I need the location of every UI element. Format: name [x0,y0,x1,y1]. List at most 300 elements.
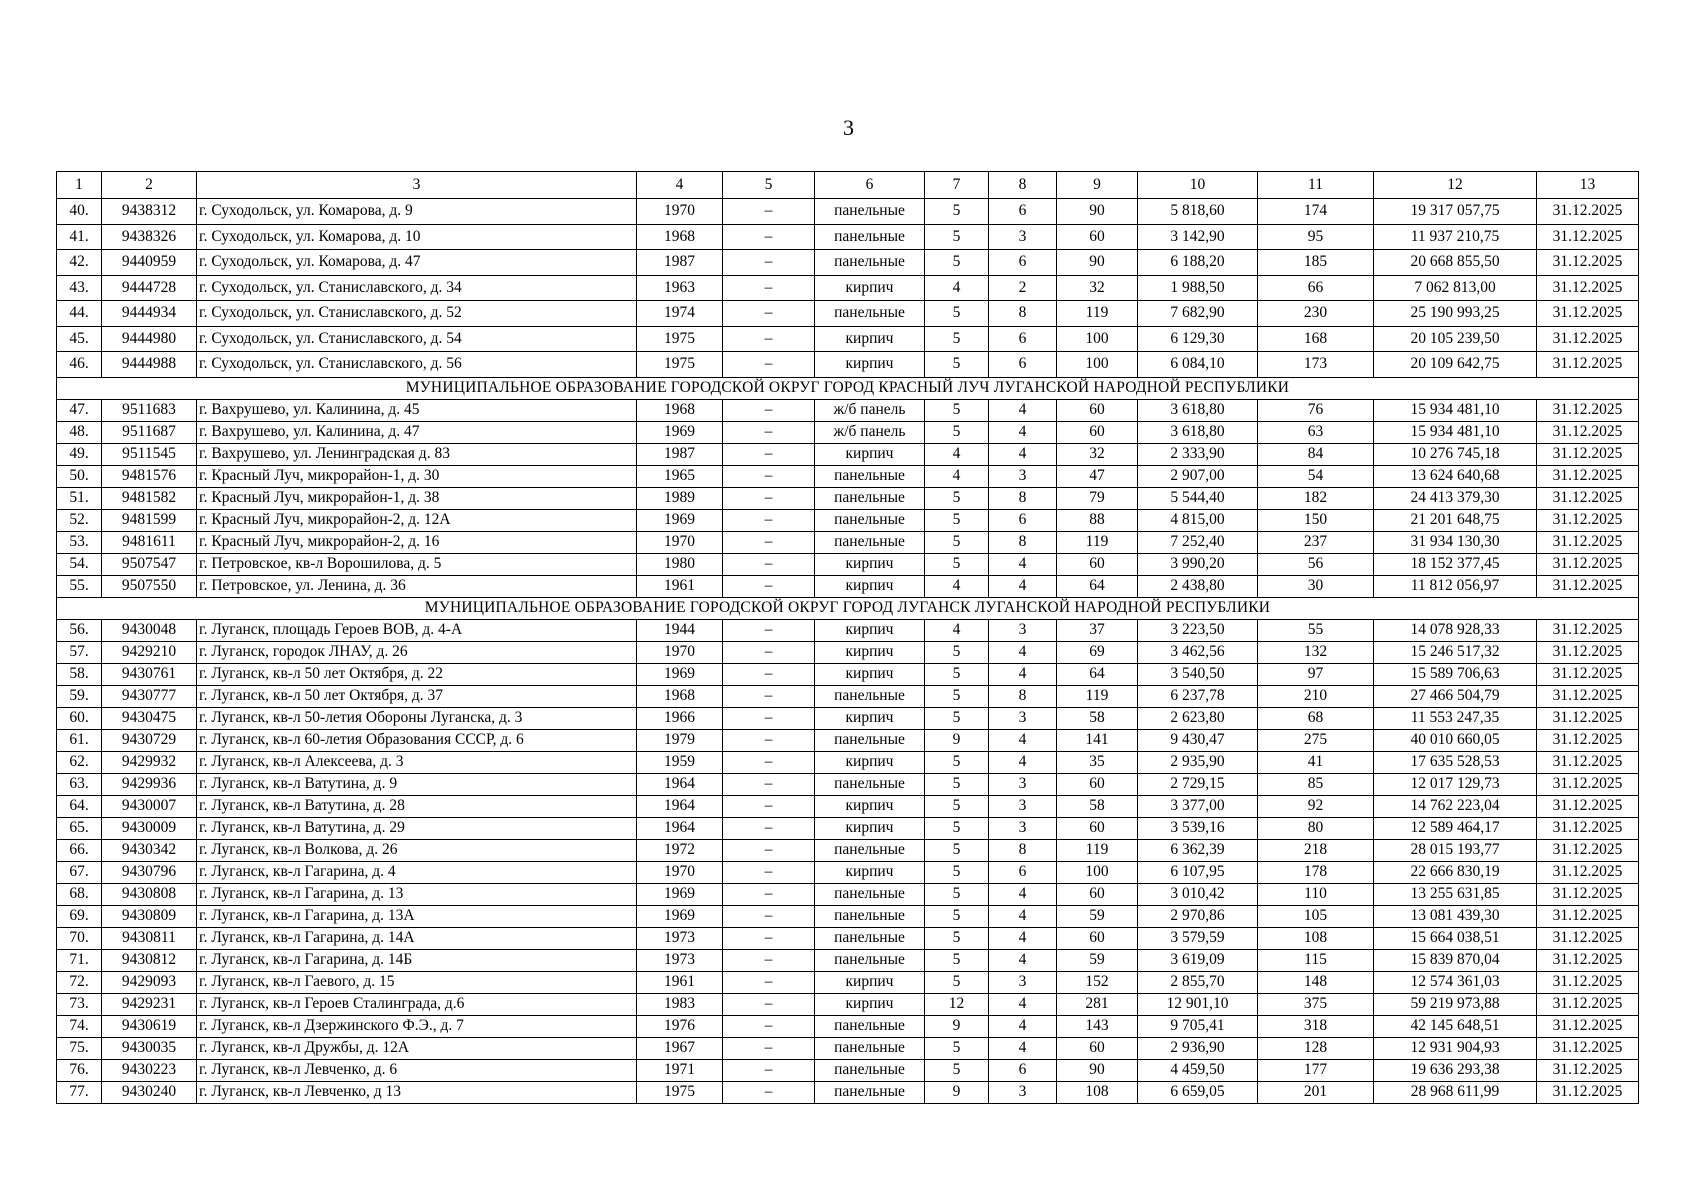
entrances-cell: 4 [989,927,1057,949]
address-cell: г. Луганск, кв-л Героев Сталинграда, д.6 [197,993,637,1015]
year-built-cell: 1971 [637,1059,723,1081]
residents-cell: 182 [1258,487,1374,509]
apartments-cell: 119 [1057,685,1138,707]
table-row [57,575,1639,597]
year-built-cell: 1961 [637,971,723,993]
cost-cell: 14 078 928,33 [1374,619,1537,641]
year-cell: – [723,663,815,685]
table-row [57,509,1639,531]
building-code-cell: 9430048 [102,619,197,641]
year-cell: – [723,575,815,597]
address-cell: г. Вахрушево, ул. Калинина, д. 45 [197,399,637,421]
year-built-cell: 1964 [637,795,723,817]
year-cell: – [723,949,815,971]
apartments-cell: 64 [1057,575,1138,597]
total-area-cell: 2 623,80 [1138,707,1258,729]
row-number-cell: 65. [57,817,102,839]
address-cell: г. Луганск, городок ЛНАУ, д. 26 [197,641,637,663]
year-built-cell: 1975 [637,1081,723,1103]
total-area-cell: 2 438,80 [1138,575,1258,597]
residents-cell: 375 [1258,993,1374,1015]
year-built-cell: 1973 [637,949,723,971]
column-header: 10 [1138,172,1258,199]
row-number-cell: 74. [57,1015,102,1037]
table-row [57,685,1639,707]
cost-cell: 15 839 870,04 [1374,949,1537,971]
wall-material-cell: кирпич [815,861,925,883]
building-code-cell: 9430009 [102,817,197,839]
year-built-cell: 1970 [637,641,723,663]
address-cell: г. Луганск, кв-л Алексеева, д. 3 [197,751,637,773]
table-row [57,531,1639,553]
year-built-cell: 1983 [637,993,723,1015]
year-cell: – [723,199,815,225]
wall-material-cell: панельные [815,509,925,531]
year-built-cell: 1987 [637,443,723,465]
row-number-cell: 53. [57,531,102,553]
apartments-cell: 141 [1057,729,1138,751]
year-built-cell: 1989 [637,487,723,509]
residents-cell: 218 [1258,839,1374,861]
address-cell: г. Луганск, кв-л Гагарина, д. 13 [197,883,637,905]
cost-cell: 17 635 528,53 [1374,751,1537,773]
deadline-cell: 31.12.2025 [1537,509,1639,531]
floors-cell: 12 [925,993,989,1015]
floors-cell: 5 [925,927,989,949]
table-row [57,707,1639,729]
address-cell: г. Луганск, кв-л 50-летия Обороны Луганска, д. 3 [197,707,637,729]
year-built-cell: 1969 [637,663,723,685]
row-number-cell: 56. [57,619,102,641]
apartments-cell: 47 [1057,465,1138,487]
entrances-cell: 4 [989,641,1057,663]
cost-cell: 13 081 439,30 [1374,905,1537,927]
total-area-cell: 2 936,90 [1138,1037,1258,1059]
deadline-cell: 31.12.2025 [1537,1059,1639,1081]
table-row [57,1081,1639,1103]
residents-cell: 30 [1258,575,1374,597]
floors-cell: 5 [925,751,989,773]
floors-cell: 5 [925,905,989,927]
total-area-cell: 3 010,42 [1138,883,1258,905]
cost-cell: 10 276 745,18 [1374,443,1537,465]
year-cell: – [723,905,815,927]
column-header: 1 [57,172,102,199]
entrances-cell: 3 [989,1081,1057,1103]
total-area-cell: 2 907,00 [1138,465,1258,487]
year-built-cell: 1967 [637,1037,723,1059]
building-code-cell: 9507547 [102,553,197,575]
total-area-cell: 3 223,50 [1138,619,1258,641]
deadline-cell: 31.12.2025 [1537,619,1639,641]
table-row [57,817,1639,839]
total-area-cell: 12 901,10 [1138,993,1258,1015]
row-number-cell: 49. [57,443,102,465]
apartments-cell: 60 [1057,927,1138,949]
cost-cell: 20 109 642,75 [1374,352,1537,378]
year-built-cell: 1975 [637,352,723,378]
year-cell: – [723,275,815,301]
total-area-cell: 2 729,15 [1138,773,1258,795]
apartments-cell: 60 [1057,553,1138,575]
cost-cell: 11 937 210,75 [1374,224,1537,250]
floors-cell: 5 [925,685,989,707]
row-number-cell: 76. [57,1059,102,1081]
row-number-cell: 62. [57,751,102,773]
residents-cell: 76 [1258,399,1374,421]
entrances-cell: 3 [989,707,1057,729]
year-cell: – [723,1037,815,1059]
entrances-cell: 6 [989,1059,1057,1081]
deadline-cell: 31.12.2025 [1537,553,1639,575]
address-cell: г. Красный Луч, микрорайон-1, д. 30 [197,465,637,487]
table-row [57,443,1639,465]
wall-material-cell: кирпич [815,641,925,663]
row-number-cell: 44. [57,301,102,327]
housing-registry-table [56,171,1639,1104]
wall-material-cell: кирпич [815,443,925,465]
apartments-cell: 69 [1057,641,1138,663]
year-built-cell: 1944 [637,619,723,641]
entrances-cell: 4 [989,443,1057,465]
row-number-cell: 52. [57,509,102,531]
cost-cell: 15 246 517,32 [1374,641,1537,663]
floors-cell: 9 [925,1015,989,1037]
entrances-cell: 4 [989,729,1057,751]
year-cell: – [723,250,815,276]
residents-cell: 150 [1258,509,1374,531]
building-code-cell: 9430035 [102,1037,197,1059]
residents-cell: 97 [1258,663,1374,685]
building-code-cell: 9438312 [102,199,197,225]
year-cell: – [723,443,815,465]
table-row [57,465,1639,487]
apartments-cell: 90 [1057,250,1138,276]
cost-cell: 21 201 648,75 [1374,509,1537,531]
floors-cell: 5 [925,399,989,421]
column-header: 12 [1374,172,1537,199]
column-header: 4 [637,172,723,199]
deadline-cell: 31.12.2025 [1537,465,1639,487]
wall-material-cell: кирпич [815,707,925,729]
entrances-cell: 8 [989,839,1057,861]
row-number-cell: 54. [57,553,102,575]
floors-cell: 5 [925,663,989,685]
address-cell: г. Суходольск, ул. Комарова, д. 10 [197,224,637,250]
year-cell: – [723,795,815,817]
apartments-cell: 60 [1057,1037,1138,1059]
deadline-cell: 31.12.2025 [1537,927,1639,949]
cost-cell: 40 010 660,05 [1374,729,1537,751]
entrances-cell: 3 [989,971,1057,993]
floors-cell: 4 [925,443,989,465]
address-cell: г. Луганск, кв-л 50 лет Октября, д. 37 [197,685,637,707]
residents-cell: 92 [1258,795,1374,817]
deadline-cell: 31.12.2025 [1537,883,1639,905]
row-number-cell: 46. [57,352,102,378]
entrances-cell: 4 [989,905,1057,927]
total-area-cell: 2 970,86 [1138,905,1258,927]
apartments-cell: 88 [1057,509,1138,531]
floors-cell: 5 [925,861,989,883]
address-cell: г. Луганск, кв-л Гагарина, д. 14А [197,927,637,949]
year-built-cell: 1961 [637,575,723,597]
table-row [57,326,1639,352]
year-built-cell: 1964 [637,817,723,839]
wall-material-cell: кирпич [815,795,925,817]
year-built-cell: 1968 [637,399,723,421]
row-number-cell: 55. [57,575,102,597]
wall-material-cell: панельные [815,1037,925,1059]
year-built-cell: 1976 [637,1015,723,1037]
year-built-cell: 1973 [637,927,723,949]
year-cell: – [723,399,815,421]
table-row [57,993,1639,1015]
year-built-cell: 1969 [637,421,723,443]
total-area-cell: 3 540,50 [1138,663,1258,685]
total-area-cell: 3 990,20 [1138,553,1258,575]
apartments-cell: 32 [1057,443,1138,465]
wall-material-cell: панельные [815,199,925,225]
table-row [57,301,1639,327]
apartments-cell: 119 [1057,839,1138,861]
wall-material-cell: кирпич [815,993,925,1015]
wall-material-cell: ж/б панель [815,421,925,443]
residents-cell: 132 [1258,641,1374,663]
row-number-cell: 70. [57,927,102,949]
floors-cell: 5 [925,949,989,971]
year-cell: – [723,509,815,531]
year-cell: – [723,1015,815,1037]
year-cell: – [723,1059,815,1081]
total-area-cell: 9 430,47 [1138,729,1258,751]
table-row [57,795,1639,817]
residents-cell: 185 [1258,250,1374,276]
page-number: 3 [843,115,854,140]
address-cell: г. Луганск, кв-л Левченко, д. 6 [197,1059,637,1081]
row-number-cell: 58. [57,663,102,685]
entrances-cell: 8 [989,487,1057,509]
total-area-cell: 3 619,09 [1138,949,1258,971]
apartments-cell: 58 [1057,707,1138,729]
deadline-cell: 31.12.2025 [1537,993,1639,1015]
year-built-cell: 1966 [637,707,723,729]
residents-cell: 55 [1258,619,1374,641]
year-cell: – [723,861,815,883]
address-cell: г. Красный Луч, микрорайон-1, д. 38 [197,487,637,509]
year-cell: – [723,465,815,487]
floors-cell: 5 [925,326,989,352]
cost-cell: 15 589 706,63 [1374,663,1537,685]
building-code-cell: 9444980 [102,326,197,352]
residents-cell: 85 [1258,773,1374,795]
row-number-cell: 40. [57,199,102,225]
cost-cell: 19 317 057,75 [1374,199,1537,225]
total-area-cell: 2 935,90 [1138,751,1258,773]
cost-cell: 42 145 648,51 [1374,1015,1537,1037]
year-built-cell: 1959 [637,751,723,773]
year-built-cell: 1969 [637,509,723,531]
row-number-cell: 69. [57,905,102,927]
total-area-cell: 3 618,80 [1138,399,1258,421]
deadline-cell: 31.12.2025 [1537,352,1639,378]
deadline-cell: 31.12.2025 [1537,199,1639,225]
column-header: 3 [197,172,637,199]
cost-cell: 12 017 129,73 [1374,773,1537,795]
table-row [57,199,1639,225]
table-row [57,1059,1639,1081]
total-area-cell: 3 618,80 [1138,421,1258,443]
apartments-cell: 58 [1057,795,1138,817]
apartments-cell: 119 [1057,301,1138,327]
table-row [57,949,1639,971]
row-number-cell: 75. [57,1037,102,1059]
table-row [57,927,1639,949]
building-code-cell: 9444728 [102,275,197,301]
table-row [57,641,1639,663]
year-cell: – [723,326,815,352]
building-code-cell: 9430007 [102,795,197,817]
deadline-cell: 31.12.2025 [1537,641,1639,663]
deadline-cell: 31.12.2025 [1537,663,1639,685]
year-cell: – [723,707,815,729]
entrances-cell: 4 [989,399,1057,421]
wall-material-cell: кирпич [815,971,925,993]
total-area-cell: 6 084,10 [1138,352,1258,378]
address-cell: г. Луганск, площадь Героев ВОВ, д. 4-А [197,619,637,641]
address-cell: г. Петровское, кв-л Ворошилова, д. 5 [197,553,637,575]
deadline-cell: 31.12.2025 [1537,275,1639,301]
row-number-cell: 71. [57,949,102,971]
wall-material-cell: панельные [815,773,925,795]
cost-cell: 18 152 377,45 [1374,553,1537,575]
entrances-cell: 4 [989,993,1057,1015]
deadline-cell: 31.12.2025 [1537,443,1639,465]
floors-cell: 5 [925,301,989,327]
cost-cell: 12 931 904,93 [1374,1037,1537,1059]
total-area-cell: 6 362,39 [1138,839,1258,861]
floors-cell: 5 [925,883,989,905]
floors-cell: 5 [925,707,989,729]
wall-material-cell: ж/б панель [815,399,925,421]
apartments-cell: 64 [1057,663,1138,685]
building-code-cell: 9430342 [102,839,197,861]
wall-material-cell: панельные [815,949,925,971]
building-code-cell: 9430761 [102,663,197,685]
year-cell: – [723,1081,815,1103]
cost-cell: 7 062 813,00 [1374,275,1537,301]
wall-material-cell: панельные [815,685,925,707]
wall-material-cell: панельные [815,927,925,949]
row-number-cell: 50. [57,465,102,487]
residents-cell: 105 [1258,905,1374,927]
wall-material-cell: кирпич [815,326,925,352]
residents-cell: 80 [1258,817,1374,839]
building-code-cell: 9481582 [102,487,197,509]
residents-cell: 148 [1258,971,1374,993]
cost-cell: 14 762 223,04 [1374,795,1537,817]
entrances-cell: 4 [989,1015,1057,1037]
deadline-cell: 31.12.2025 [1537,399,1639,421]
year-cell: – [723,839,815,861]
cost-cell: 12 589 464,17 [1374,817,1537,839]
deadline-cell: 31.12.2025 [1537,250,1639,276]
residents-cell: 210 [1258,685,1374,707]
apartments-cell: 143 [1057,1015,1138,1037]
apartments-cell: 100 [1057,861,1138,883]
column-header: 7 [925,172,989,199]
floors-cell: 5 [925,553,989,575]
total-area-cell: 7 682,90 [1138,301,1258,327]
residents-cell: 318 [1258,1015,1374,1037]
floors-cell: 9 [925,729,989,751]
table-row [57,250,1639,276]
column-header: 6 [815,172,925,199]
year-built-cell: 1975 [637,326,723,352]
building-code-cell: 9430777 [102,685,197,707]
address-cell: г. Луганск, кв-л Гагарина, д. 4 [197,861,637,883]
apartments-cell: 108 [1057,1081,1138,1103]
column-header: 5 [723,172,815,199]
floors-cell: 4 [925,575,989,597]
floors-cell: 5 [925,817,989,839]
entrances-cell: 8 [989,685,1057,707]
total-area-cell: 4 815,00 [1138,509,1258,531]
table-row [57,487,1639,509]
address-cell: г. Суходольск, ул. Комарова, д. 47 [197,250,637,276]
cost-cell: 15 664 038,51 [1374,927,1537,949]
year-cell: – [723,421,815,443]
cost-cell: 15 934 481,10 [1374,399,1537,421]
deadline-cell: 31.12.2025 [1537,575,1639,597]
cost-cell: 13 255 631,85 [1374,883,1537,905]
deadline-cell: 31.12.2025 [1537,421,1639,443]
address-cell: г. Суходольск, ул. Станиславского, д. 52 [197,301,637,327]
building-code-cell: 9438326 [102,224,197,250]
cost-cell: 31 934 130,30 [1374,531,1537,553]
address-cell: г. Луганск, кв-л Гаевого, д. 15 [197,971,637,993]
deadline-cell: 31.12.2025 [1537,685,1639,707]
deadline-cell: 31.12.2025 [1537,1037,1639,1059]
residents-cell: 177 [1258,1059,1374,1081]
apartments-cell: 100 [1057,326,1138,352]
building-code-cell: 9429932 [102,751,197,773]
building-code-cell: 9481576 [102,465,197,487]
table-row [57,1037,1639,1059]
building-code-cell: 9429936 [102,773,197,795]
row-number-cell: 47. [57,399,102,421]
year-cell: – [723,883,815,905]
year-cell: – [723,993,815,1015]
row-number-cell: 67. [57,861,102,883]
residents-cell: 237 [1258,531,1374,553]
total-area-cell: 9 705,41 [1138,1015,1258,1037]
table-row [57,729,1639,751]
row-number-cell: 48. [57,421,102,443]
total-area-cell: 6 129,30 [1138,326,1258,352]
entrances-cell: 8 [989,301,1057,327]
residents-cell: 174 [1258,199,1374,225]
row-number-cell: 64. [57,795,102,817]
entrances-cell: 4 [989,751,1057,773]
residents-cell: 168 [1258,326,1374,352]
apartments-cell: 32 [1057,275,1138,301]
year-cell: – [723,619,815,641]
table-row [57,883,1639,905]
building-code-cell: 9430812 [102,949,197,971]
floors-cell: 5 [925,971,989,993]
residents-cell: 54 [1258,465,1374,487]
